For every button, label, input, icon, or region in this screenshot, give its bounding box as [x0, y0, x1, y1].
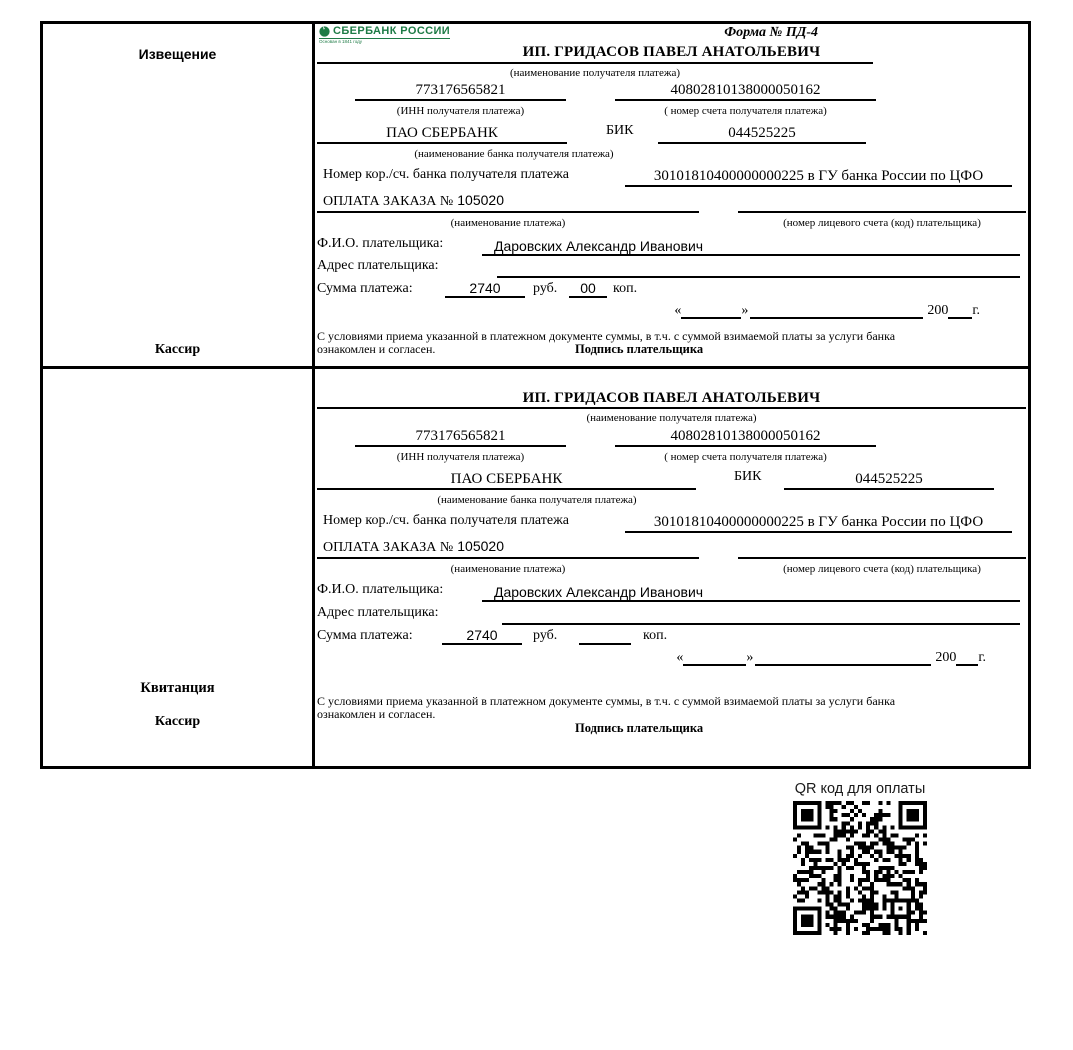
notice-title: Извещение	[138, 46, 217, 62]
quote-open: «	[674, 303, 682, 318]
notice-body	[315, 24, 1028, 366]
quote-close: »	[746, 650, 754, 665]
year-suffix: г.	[972, 303, 980, 318]
year-underline	[956, 649, 978, 666]
order-number: 105020	[457, 538, 504, 554]
recipient-caption: (наименование получателя платежа)	[586, 412, 757, 424]
bik-label: БИК	[734, 469, 762, 484]
year-suffix: г.	[978, 650, 986, 665]
year-prefix: 200	[935, 650, 957, 665]
corr-value: 30101810400000000225 в ГУ банка России по ЦФО	[625, 168, 1012, 187]
inn-value: 773176565821	[355, 428, 566, 447]
account-caption: ( номер счета получателя платежа)	[664, 105, 827, 117]
address-label: Адрес плательщика:	[317, 605, 439, 620]
receipt-body	[315, 369, 1028, 766]
payment-caption: (наименование платежа)	[450, 563, 566, 575]
date-line	[676, 649, 986, 666]
fio-label: Ф.И.О. плательщика:	[317, 582, 444, 597]
corr-label: Номер кор./сч. банка получателя платежа	[323, 513, 569, 528]
year-prefix: 200	[927, 303, 949, 318]
sum-label: Сумма платежа:	[317, 628, 413, 643]
sberbank-logo	[319, 26, 450, 45]
bank-caption: (наименование банка получателя платежа)	[414, 148, 614, 160]
account-value: 40802810138000050162	[615, 82, 876, 101]
kop-label: коп.	[643, 628, 668, 643]
receipt-stub	[43, 369, 315, 766]
amount-kop-underline	[579, 629, 631, 645]
notice-section	[40, 21, 1031, 369]
personal-caption: (номер лицевого счета (код) плательщика)	[783, 217, 981, 229]
bik-value: 044525225	[658, 125, 866, 144]
recipient-name: ИП. ГРИДАСОВ ПАВЕЛ АНАТОЛЬЕВИЧ	[522, 44, 821, 60]
signature-label: Подпись плательщика	[575, 342, 704, 356]
order-number: 105020	[457, 192, 504, 208]
notice-stub	[43, 24, 315, 366]
payer-fio-value: Даровских Александр Иванович	[482, 238, 1020, 256]
recipient-caption: (наименование получателя платежа)	[509, 67, 681, 79]
quote-close: »	[741, 303, 749, 318]
qr-caption: QR код для оплаты	[794, 781, 926, 797]
day-underline	[681, 302, 741, 319]
corr-label: Номер кор./сч. банка получателя платежа	[323, 167, 569, 182]
bik-label: БИК	[606, 123, 634, 138]
sberbank-coin-icon	[319, 26, 330, 37]
fio-label: Ф.И.О. плательщика:	[317, 236, 444, 251]
address-label: Адрес плательщика:	[317, 258, 439, 273]
personal-caption: (номер лицевого счета (код) плательщика)	[783, 563, 981, 575]
kop-label: коп.	[613, 281, 638, 296]
inn-value: 773176565821	[355, 82, 566, 101]
logo-tagline: Основан в 1841 году	[319, 39, 363, 44]
agreement-line1: С условиями приема указанной в платежном документе суммы, в т.ч. с суммой взимаемой платы за услуги банка	[317, 694, 896, 708]
payment-caption: (наименование платежа)	[450, 217, 566, 229]
account-caption: ( номер счета получателя платежа)	[664, 451, 827, 463]
bank-caption: (наименование банка получателя платежа)	[437, 494, 637, 506]
recipient-name: ИП. ГРИДАСОВ ПАВЕЛ АНАТОЛЬЕВИЧ	[522, 390, 821, 406]
receipt-section	[40, 366, 1031, 769]
amount-kop-value: 00	[569, 280, 607, 298]
inn-caption: (ИНН получателя платежа)	[396, 451, 525, 463]
quote-open: «	[676, 650, 684, 665]
bank-name-value: ПАО СБЕРБАНК	[317, 471, 696, 490]
signature-label: Подпись плательщика	[575, 721, 704, 735]
month-underline	[755, 649, 931, 666]
payment-purpose-label: ОПЛАТА ЗАКАЗА №	[323, 540, 454, 555]
payment-purpose-label: ОПЛАТА ЗАКАЗА №	[323, 194, 454, 209]
sum-label: Сумма платежа:	[317, 281, 413, 296]
year-underline	[948, 302, 972, 319]
logo-bank-name: СБЕРБАНК РОССИИ	[333, 25, 451, 37]
cashier-label: Кассир	[154, 714, 201, 729]
corr-value: 30101810400000000225 в ГУ банка России по ЦФО	[625, 514, 1012, 533]
receipt-title: Квитанция	[140, 680, 215, 696]
qr-block	[780, 781, 940, 935]
agreement-line1: С условиями приема указанной в платежном документе суммы, в т.ч. с суммой взимаемой платы за услуги банка	[317, 329, 896, 343]
amount-rub-value: 2740	[445, 280, 525, 298]
form-number-label: Форма № ПД-4	[724, 25, 818, 40]
amount-rub-value: 2740	[442, 627, 522, 645]
agreement-line2: ознакомлен и согласен.	[317, 707, 436, 721]
payer-fio-value: Даровских Александр Иванович	[482, 584, 1020, 602]
qr-code	[793, 801, 927, 935]
agreement-line2: ознакомлен и согласен.	[317, 342, 436, 356]
cashier-label: Кассир	[154, 342, 201, 357]
rub-label: руб.	[533, 281, 558, 296]
rub-label: руб.	[533, 628, 558, 643]
month-underline	[750, 302, 923, 319]
bik-value: 044525225	[784, 471, 994, 490]
bank-name-value: ПАО СБЕРБАНК	[317, 125, 567, 144]
day-underline	[683, 649, 746, 666]
inn-caption: (ИНН получателя платежа)	[396, 105, 525, 117]
account-value: 40802810138000050162	[615, 428, 876, 447]
date-line	[674, 302, 980, 319]
